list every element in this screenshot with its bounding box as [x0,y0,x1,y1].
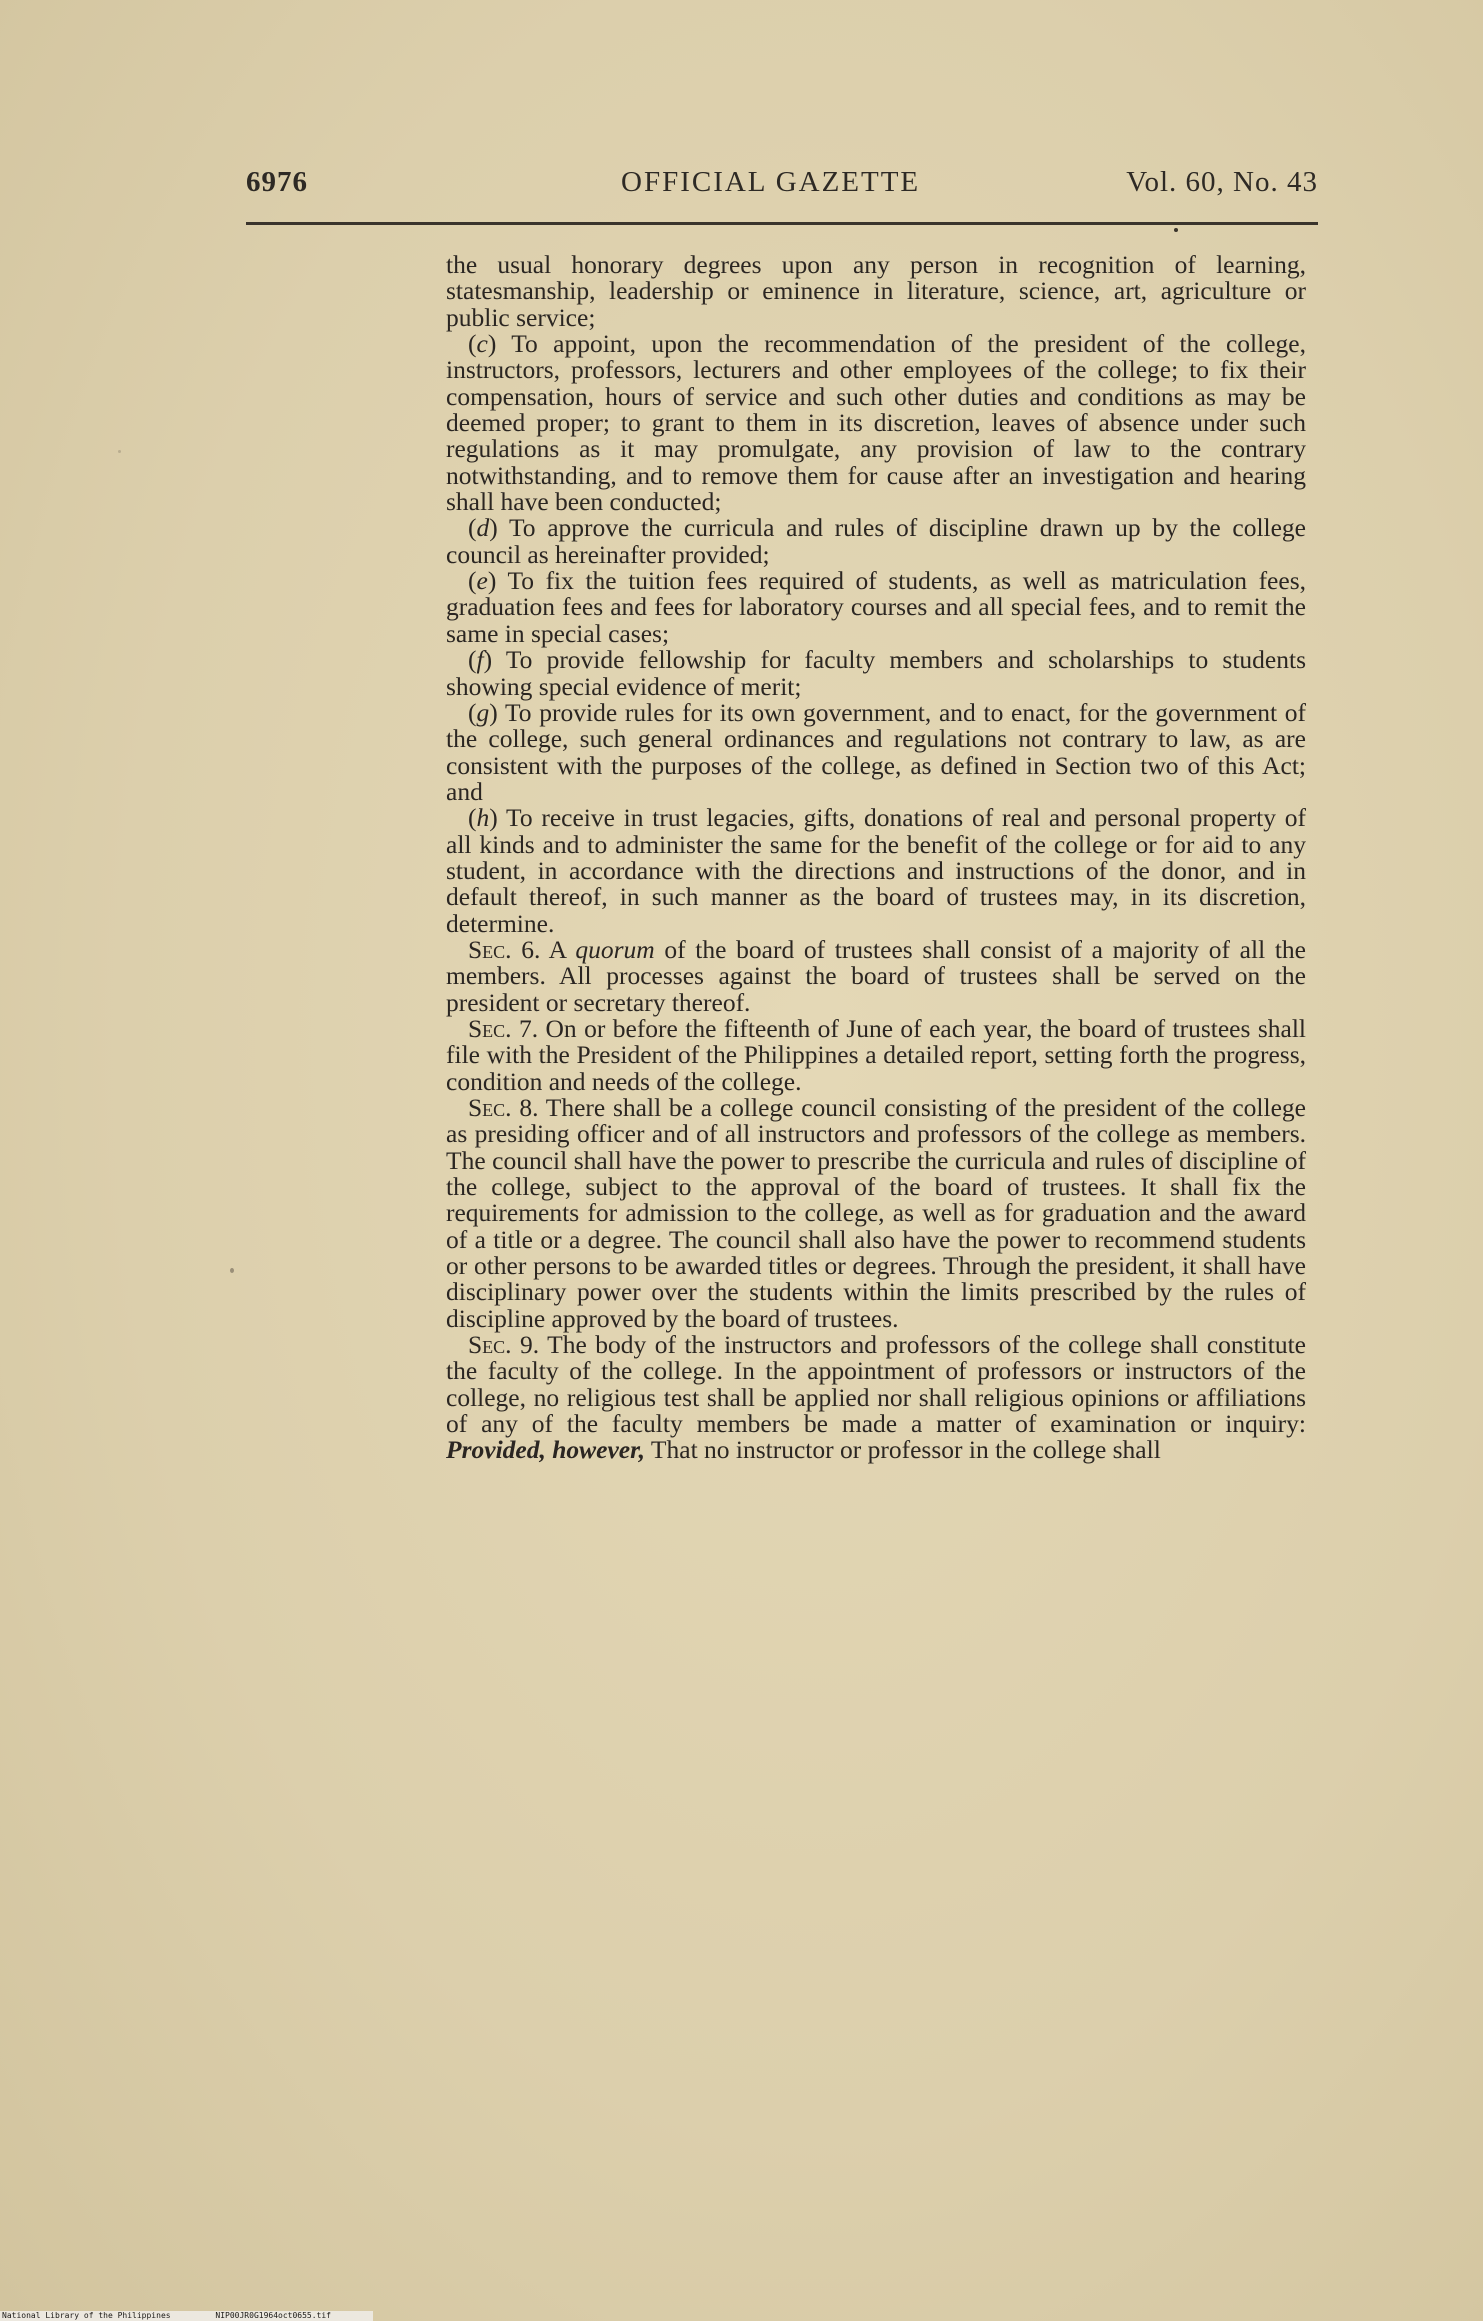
paper-speck [230,1268,234,1273]
text-run: c [476,329,488,359]
text-run: ) To receive in trust legacies, gifts, donations of real and personal property of all kinds and to administer the same for the benefit of the college or for aid to any student, in accordance with the directions and instructions of the donor, and in default thereof, in such manner as the board of trustees may, in its discretion, determine. [446,803,1306,938]
volume-issue: Vol. 60, No. 43 [1126,166,1318,198]
paragraph [446,697,1306,806]
scan-footer [0,2311,373,2321]
scan-filename: NIP00JR0G1964oct0655.tif [215,2311,331,2320]
text-run: f [476,645,484,675]
paragraph [446,331,1306,515]
text-run: There shall be a college council consisting of the president of the college as presiding officer and of all instructors and professors of the college as members. The council shall have the power to prescribe the curricula and rules of discipline of the college, subject to the approval of the board of trustees. It shall fix the requirements for admission to the college, as well as for graduation and the award of a title or a degree. The council shall also have the power to recommend students or other persons to be awarded titles or degrees. Through the president, it shall have disciplinary power over the students within the limits prescribed by the rules of discipline approved by the board of trustees. [446,1093,1306,1333]
text-run: g [476,697,490,727]
text-run: Sec. 6. [468,934,541,964]
ink-dot [1174,228,1178,232]
text-run: Sec. 9. [468,1330,540,1360]
text-run: ) To provide fellowship for faculty members and scholarships to students showing special evidence of merit; [446,645,1306,701]
paragraph [446,934,1306,1017]
text-run: A [540,934,576,964]
text-run: ( [468,329,477,359]
paragraph [446,1332,1306,1464]
text-run: ) To fix the tuition fees required of students, as well as matriculation fees, graduation fees and fees for laboratory courses and all special fees, and to remit the same in special cases; [446,566,1306,648]
text-run: ) To appoint, upon the recommendation of the president of the college, instructors, professors, lecturers and other employees of the college; to fix their compensation, hours of service and such other duties and conditions as may be deemed proper; to grant to them in its discretion, leaves of absence under such regulations as it may promulgate, any provision of law to the contrary notwithstanding, and to remove them for cause after an investigation and hearing shall have been conducted; [446,329,1306,517]
text-run: ( [468,513,477,543]
paragraph [446,568,1306,647]
page-number: 6976 [246,166,308,198]
text-run: ( [468,697,477,727]
text-run: quorum [575,934,655,964]
text-run: ( [468,566,477,596]
text-run: ( [468,645,477,675]
text-run: Sec. 8. [468,1093,539,1122]
text-run: ( [468,803,477,833]
text-run: ) To approve the curricula and rules of discipline drawn up by the college council as hereinafter provided; [446,513,1306,569]
paper-speck [118,450,121,453]
header-rule [246,222,1318,225]
paragraph [446,515,1306,568]
text-run: On or before the fifteenth of June of each year, the board of trustees shall file with the President of the Philippines a detailed report, setting forth the progress, condition and needs of the college. [446,1013,1307,1096]
running-header [246,166,1318,206]
paragraph [446,252,1306,331]
text-run: of the board of trustees shall consist of a majority of all the members. All processes against the board of trustees shall be served on the president or secretary thereof. [446,934,1306,1017]
publication-title: OFFICIAL GAZETTE [621,166,921,198]
text-run: ) To provide rules for its own government, and to enact, for the government of the college, such general ordinances and regulations not contrary to law, as are consistent with the purposes of the college, as defined in Section two of this Act; and [446,697,1306,806]
text-run: The body of the instructors and professors of the college shall constitute the faculty of the college. In the appointment of professors or instructors of the college, no religious test shall be applied nor shall religious opinions or affiliations of any of the faculty members be made a matter of examination or inquiry: [446,1330,1306,1439]
text-run: Sec. 7. [468,1013,539,1043]
library-credit: National Library of the Philippines [2,2311,171,2320]
text-run: the usual honorary degrees upon any person in recognition of learning, statesmanship, leadership or eminence in literature, science, art, agriculture or public service; [446,250,1306,332]
text-run: e [476,566,488,596]
paragraph [446,647,1306,700]
paragraph [446,1013,1307,1096]
body-text [446,252,1306,1464]
text-run: d [476,513,490,543]
paragraph [446,805,1306,937]
text-run: h [476,803,490,833]
paragraph [446,1095,1306,1332]
text-run: That no instructor or professor in the college shall [645,1435,1161,1465]
text-run: Provided, however, [446,1435,646,1465]
